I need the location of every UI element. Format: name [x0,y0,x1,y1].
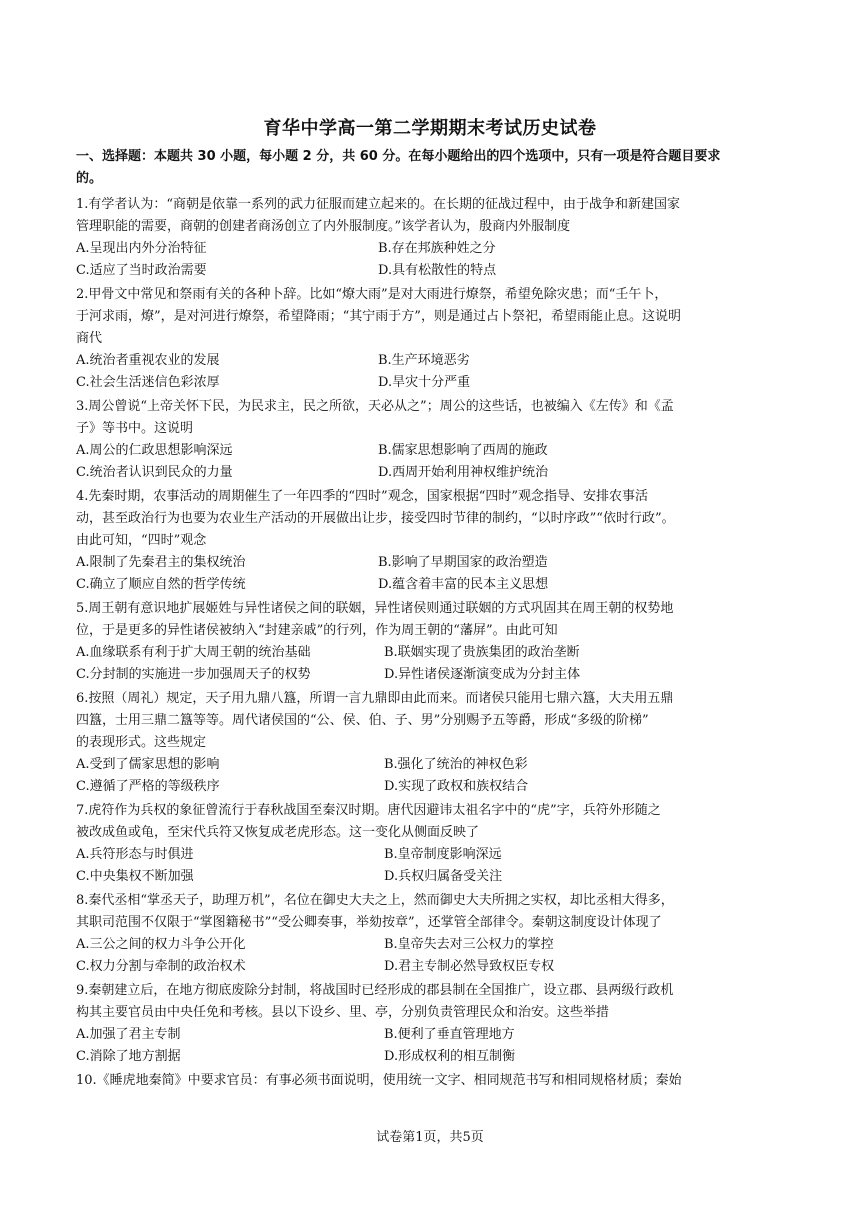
question-4-line-3: 由此可知，“四时”观念 [76,533,207,548]
question-4-line-1: 4.先秦时期，农事活动的周期催生了一年四季的“四时”观念，国家根据“四时”观念指导、安排农事活 [76,489,648,504]
question-7-option-c: C.中央集权不断加强 [76,869,194,884]
question-9-option-c: C.消除了地方割据 [76,1049,181,1064]
question-7-line-1: 7.虎符作为兵权的象征曾流行于春秋战国至秦汉时期。唐代因避讳太祖名字中的“虎”字，兵符外形随之 [76,803,661,818]
question-2-option-d: D.旱灾十分严重 [378,375,471,390]
question-9-line-2: 构其主要官员由中央任免和考核。县以下设乡、里、亭，分别负责管理民众和治安。这些举措 [76,1005,610,1020]
question-3-line-2: 子》等书中。这说明 [76,421,194,436]
question-6-line-3: 的表现形式。这些规定 [76,735,207,750]
question-7-option-d: D.兵权归属备受关注 [384,869,503,884]
question-1-option-a: A.呈现出内外分治特征 [76,241,207,256]
question-1-option-b: B.存在邦族种姓之分 [378,241,496,256]
question-6-line-1: 6.按照（周礼）规定，天子用九鼎八簋，所谓一言九鼎即由此而来。而诸侯只能用七鼎六簋，大夫用五鼎 [76,691,674,706]
question-3-option-a: A.周公的仁政思想影响深远 [76,443,233,458]
question-9-option-b: B.便利了垂直管理地方 [384,1027,515,1042]
question-1-option-d: D.具有松散性的特点 [378,263,497,278]
question-1-option-c: C.适应了当时政治需要 [76,263,207,278]
question-8-option-a: A.三公之间的权力斗争公开化 [76,937,246,952]
question-10-line-1: 10.《睡虎地秦简》中要求官员：有事必须书面说明，使用统一文字、相同规范书写和相同规格材质；秦始 [76,1073,682,1088]
question-9-line-1: 9.秦朝建立后，在地方彻底废除分封制，将战国时已经形成的郡县制在全国推广，设立郡、县两级行政机 [76,983,674,998]
question-4-option-b: B.影响了早期国家的政治塑造 [378,555,548,570]
question-5-option-a: A.血缘联系有利于扩大周王朝的统治基础 [76,645,311,660]
page-footer: 试卷第1页，共5页 [376,1130,484,1145]
question-6-line-2: 四簋，士用三鼎二簋等等。周代诸侯国的“公、侯、伯、子、男”分别赐予五等爵，形成“多级的阶梯” [76,713,649,728]
question-6-option-d: D.实现了政权和族权结合 [384,779,529,794]
question-2-option-a: A.统治者重视农业的发展 [76,353,220,368]
question-1-line-2: 管理职能的需要，商朝的创建者商汤创立了内外服制度。”该学者认为，殷商内外服制度 [76,219,571,234]
question-5-option-b: B.联姻实现了贵族集团的政治垄断 [384,645,580,660]
question-1-line-1: 1.有学者认为：“商朝是依靠一系列的武力征服而建立起来的。在长期的征战过程中，由于战争和新建国家 [76,197,681,212]
question-6-option-a: A.受到了儒家思想的影响 [76,757,220,772]
question-2-line-3: 商代 [76,331,103,346]
question-7-option-a: A.兵符形态与时俱进 [76,847,194,862]
question-6-option-c: C.遵循了严格的等级秩序 [76,779,220,794]
question-8-option-c: C.权力分割与牵制的政治权术 [76,959,246,974]
question-8-option-d: D.君主专制必然导致权臣专权 [384,959,555,974]
question-5-line-1: 5.周王朝有意识地扩展姬姓与异性诸侯之间的联姻，异性诸侯则通过联姻的方式巩固其在周王朝的权势地 [76,601,674,616]
question-3-option-d: D.西周开始利用神权维护统治 [378,465,549,480]
question-4-line-2: 动，甚至政治行为也要为农业生产活动的开展做出让步，接受四时节律的制约，“以时序政”“依时行政”。 [76,511,675,526]
question-9-option-d: D.形成权利的相互制衡 [384,1049,516,1064]
section-heading-line-1: 一、选择题：本题共 30 小题，每小题 2 分，共 60 分。在每小题给出的四个选项中，只有一项是符合题目要求 [76,149,721,164]
question-2-option-b: B.生产环境恶劣 [378,353,470,368]
question-2-line-1: 2.甲骨文中常见和祭雨有关的各种卜辞。比如“燎大雨”是对大雨进行燎祭，希望免除灾患；而“壬午卜， [76,287,668,302]
question-2-line-2: 于河求雨，燎”，是对河进行燎祭，希望降雨；“其宁雨于方”，则是通过占卜祭祀，希望雨能止息。这说明 [76,309,681,324]
question-4-option-d: D.蕴含着丰富的民本主义思想 [378,577,549,592]
question-2-option-c: C.社会生活迷信色彩浓厚 [76,375,220,390]
question-8-option-b: B.皇帝失去对三公权力的掌控 [384,937,554,952]
question-5-line-2: 位，于是更多的异性诸侯被纳入“封建亲戚”的行列，作为周王朝的“藩屏”。由此可知 [76,623,558,638]
question-8-line-2: 其职司范围不仅限于“掌图籍秘书”“受公卿奏事，举劾按章”，还掌管全部律令。秦朝这制度设计体现了 [76,915,662,930]
question-8-line-1: 8.秦代丞相“掌丞天子，助理万机”，名位在御史大夫之上，然而御史大夫所拥之实权，却比丞相大得多， [76,893,674,908]
question-9-option-a: A.加强了君主专制 [76,1027,181,1042]
question-4-option-a: A.限制了先秦君主的集权统治 [76,555,246,570]
question-3-option-b: B.儒家思想影响了西周的施政 [378,443,548,458]
question-3-option-c: C.统治者认识到民众的力量 [76,465,233,480]
question-7-line-2: 被改成鱼或龟，至宋代兵符又恢复成老虎形态。这一变化从侧面反映了 [76,825,480,840]
question-7-option-b: B.皇帝制度影响深远 [384,847,502,862]
section-heading-line-2: 的。 [76,171,103,186]
page-title: 育华中学高一第二学期期末考试历史试卷 [263,118,597,139]
question-5-option-d: D.异性诸侯逐渐演变成为分封主体 [384,667,581,682]
question-4-option-c: C.确立了顺应自然的哲学传统 [76,577,246,592]
question-6-option-b: B.强化了统治的神权色彩 [384,757,528,772]
question-5-option-c: C.分封制的实施进一步加强周天子的权势 [76,667,311,682]
question-3-line-1: 3.周公曾说“上帝关怀下民，为民求主，民之所欲，天必从之”；周公的这些话，也被编入《左传》和《孟 [76,399,674,414]
